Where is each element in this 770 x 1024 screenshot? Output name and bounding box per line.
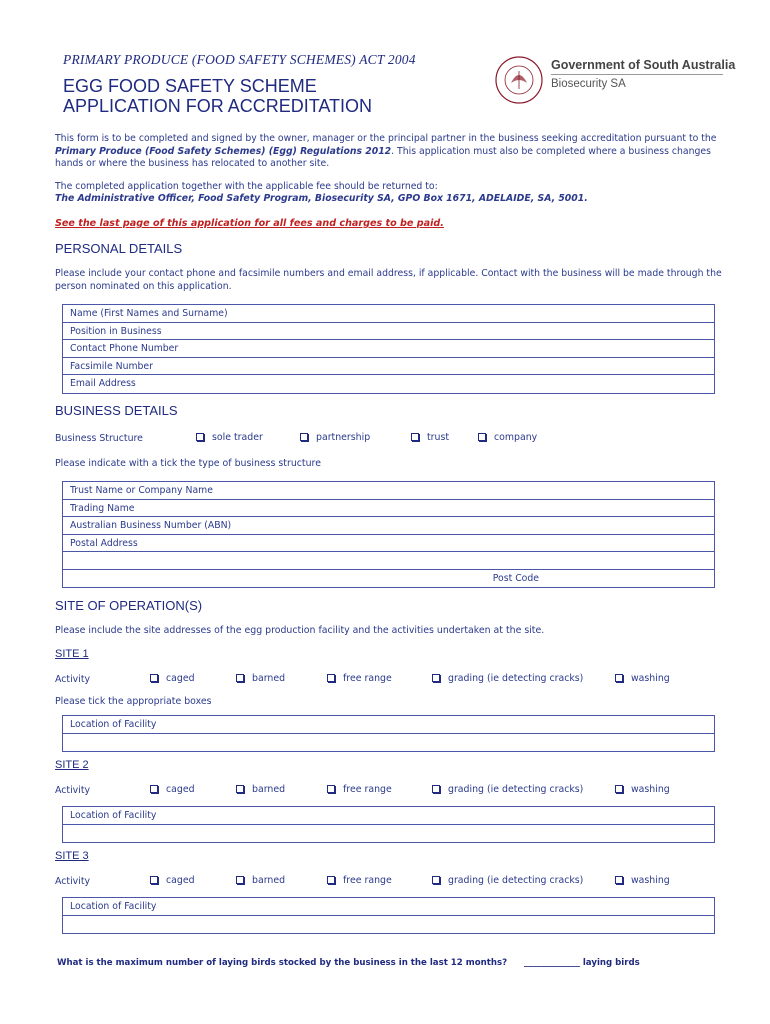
site1-location-line2[interactable] bbox=[63, 734, 714, 752]
site3-location-line2[interactable] bbox=[63, 916, 714, 934]
option-label: washing bbox=[631, 673, 670, 684]
option-label: trust bbox=[427, 432, 450, 443]
site3-free-range[interactable] bbox=[327, 875, 392, 886]
checkbox-icon[interactable] bbox=[432, 876, 440, 884]
site1-barned[interactable] bbox=[236, 673, 285, 684]
trading-name-field[interactable]: Trading Name bbox=[63, 500, 714, 518]
regulation-name: Primary Produce (Food Safety Schemes) (Egg) Regulations 2012 bbox=[55, 145, 392, 157]
site2-caged[interactable] bbox=[150, 784, 195, 795]
option-label: company bbox=[494, 432, 538, 443]
site2-location-line2[interactable] bbox=[63, 825, 714, 843]
checkbox-icon[interactable] bbox=[327, 785, 335, 793]
option-partnership[interactable] bbox=[300, 432, 370, 443]
intro-paragraph bbox=[55, 133, 725, 171]
checkbox-icon[interactable] bbox=[432, 785, 440, 793]
site1-location-field[interactable]: Location of Facility bbox=[63, 716, 714, 734]
personal-details-table bbox=[62, 304, 715, 394]
postcode-row[interactable] bbox=[63, 570, 714, 588]
site2-free-range[interactable] bbox=[327, 784, 392, 795]
department-name: Biosecurity SA bbox=[551, 78, 626, 90]
checkbox-icon[interactable] bbox=[615, 674, 623, 682]
government-name: Government of South Australia bbox=[551, 58, 736, 72]
activity-label: Activity bbox=[55, 876, 91, 887]
email-field[interactable]: Email Address bbox=[70, 378, 136, 389]
laying-birds-question: What is the maximum number of laying birds stocked by the business in the last 12 months? bbox=[57, 958, 508, 968]
site1-free-range[interactable] bbox=[327, 673, 392, 684]
checkbox-icon[interactable] bbox=[236, 674, 244, 682]
checkbox-icon[interactable] bbox=[615, 876, 623, 884]
site-3-label: SITE 3 bbox=[55, 850, 89, 862]
option-label: free range bbox=[343, 673, 392, 684]
checkbox-icon[interactable] bbox=[478, 433, 486, 441]
checkbox-icon[interactable] bbox=[150, 674, 158, 682]
site3-washing[interactable] bbox=[615, 875, 670, 886]
site3-location-field[interactable]: Location of Facility bbox=[63, 898, 714, 916]
postal-address-field-line2[interactable] bbox=[63, 552, 714, 570]
tick-boxes-note: Please tick the appropriate boxes bbox=[55, 696, 212, 707]
business-details-table bbox=[62, 481, 715, 588]
site2-washing[interactable] bbox=[615, 784, 670, 795]
option-label: free range bbox=[343, 784, 392, 795]
laying-birds-blank[interactable]: _____________ bbox=[524, 958, 580, 968]
option-label: barned bbox=[252, 875, 286, 886]
site2-barned[interactable] bbox=[236, 784, 285, 795]
site1-washing[interactable] bbox=[615, 673, 670, 684]
site3-caged[interactable] bbox=[150, 875, 195, 886]
option-label: grading (ie detecting cracks) bbox=[448, 673, 584, 684]
option-label: grading (ie detecting cracks) bbox=[448, 784, 584, 795]
return-instructions: The completed application together with the applicable fee should be returned to: bbox=[55, 181, 438, 192]
site-1-label: SITE 1 bbox=[55, 648, 89, 660]
activity-label: Activity bbox=[55, 785, 91, 796]
site2-grading[interactable] bbox=[432, 784, 583, 795]
trust-company-name-field[interactable]: Trust Name or Company Name bbox=[63, 482, 714, 500]
abn-field[interactable]: Australian Business Number (ABN) bbox=[63, 517, 714, 535]
contact-phone-field[interactable]: Contact Phone Number bbox=[63, 340, 714, 358]
site1-grading[interactable] bbox=[432, 673, 583, 684]
option-label: caged bbox=[166, 673, 195, 684]
option-label: washing bbox=[631, 875, 670, 886]
laying-birds-unit: laying birds bbox=[582, 958, 640, 968]
checkbox-icon[interactable] bbox=[327, 674, 335, 682]
option-label: barned bbox=[252, 784, 286, 795]
option-label: caged bbox=[166, 784, 195, 795]
checkbox-icon[interactable] bbox=[327, 876, 335, 884]
option-label: grading (ie detecting cracks) bbox=[448, 875, 584, 886]
return-address: The Administrative Officer, Food Safety Program, Biosecurity SA, GPO Box 1671, ADELAIDE, SA, 5001. bbox=[55, 193, 588, 204]
intro-text-a: This form is to be completed and signed by the owner, manager or the principal partner in the business seeking accreditation pursuant to the bbox=[55, 133, 717, 144]
checkbox-icon[interactable] bbox=[432, 674, 440, 682]
site1-caged[interactable] bbox=[150, 673, 195, 684]
postal-address-field[interactable]: Postal Address bbox=[63, 535, 714, 553]
option-label: caged bbox=[166, 875, 195, 886]
checkbox-icon[interactable] bbox=[411, 433, 419, 441]
form-title-line1: EGG FOOD SAFETY SCHEME bbox=[63, 76, 317, 96]
south-australia-seal-icon bbox=[494, 55, 544, 105]
business-details-heading: BUSINESS DETAILS bbox=[55, 403, 178, 418]
facsimile-field[interactable]: Facsimile Number bbox=[63, 358, 714, 376]
site3-location-table bbox=[62, 897, 715, 934]
form-title-line2: APPLICATION FOR ACCREDITATION bbox=[63, 96, 373, 116]
site-operations-note: Please include the site addresses of the egg production facility and the activities undertaken at the site. bbox=[55, 625, 545, 636]
act-title: PRIMARY PRODUCE (FOOD SAFETY SCHEMES) ACT 2004 bbox=[63, 52, 416, 67]
site3-grading[interactable] bbox=[432, 875, 583, 886]
fees-note-link[interactable]: See the last page of this application for all fees and charges to be paid. bbox=[55, 218, 444, 229]
option-label: barned bbox=[252, 673, 286, 684]
checkbox-icon[interactable] bbox=[150, 876, 158, 884]
form-title bbox=[63, 76, 372, 116]
personal-details-note: Please include your contact phone and facsimile numbers and email address, if applicable. Contact with the business will be made through the person nominated on this application. bbox=[55, 268, 722, 292]
laying-birds-answer[interactable] bbox=[524, 958, 640, 968]
checkbox-icon[interactable] bbox=[236, 785, 244, 793]
site2-location-table bbox=[62, 806, 715, 843]
option-label: partnership bbox=[316, 432, 371, 443]
option-label: free range bbox=[343, 875, 392, 886]
activity-label: Activity bbox=[55, 674, 91, 685]
postcode-label: Post Code bbox=[492, 572, 539, 584]
intro-text-c: . This application must also be completed where a business changes hands or where the business has relocated to another site. bbox=[55, 145, 711, 169]
site1-location-table bbox=[62, 715, 715, 752]
checkbox-icon[interactable] bbox=[196, 433, 204, 441]
option-label: washing bbox=[631, 784, 670, 795]
name-field[interactable]: Name (First Names and Surname) bbox=[63, 305, 714, 323]
site3-barned[interactable] bbox=[236, 875, 285, 886]
personal-details-heading: PERSONAL DETAILS bbox=[55, 241, 183, 256]
checkbox-icon[interactable] bbox=[300, 433, 308, 441]
site-operations-heading: SITE OF OPERATION(S) bbox=[55, 598, 203, 613]
checkbox-icon[interactable] bbox=[150, 785, 158, 793]
option-company[interactable] bbox=[478, 432, 537, 443]
option-trust[interactable] bbox=[411, 432, 449, 443]
business-structure-label: Business Structure bbox=[55, 433, 143, 444]
checkbox-icon[interactable] bbox=[236, 876, 244, 884]
checkbox-icon[interactable] bbox=[615, 785, 623, 793]
option-sole-trader[interactable] bbox=[196, 432, 263, 443]
business-structure-note: Please indicate with a tick the type of business structure bbox=[55, 458, 321, 469]
header-divider bbox=[551, 74, 723, 75]
option-label: sole trader bbox=[212, 432, 263, 443]
site2-location-field[interactable]: Location of Facility bbox=[63, 807, 714, 825]
position-field[interactable]: Position in Business bbox=[63, 323, 714, 341]
site-2-label: SITE 2 bbox=[55, 759, 89, 771]
